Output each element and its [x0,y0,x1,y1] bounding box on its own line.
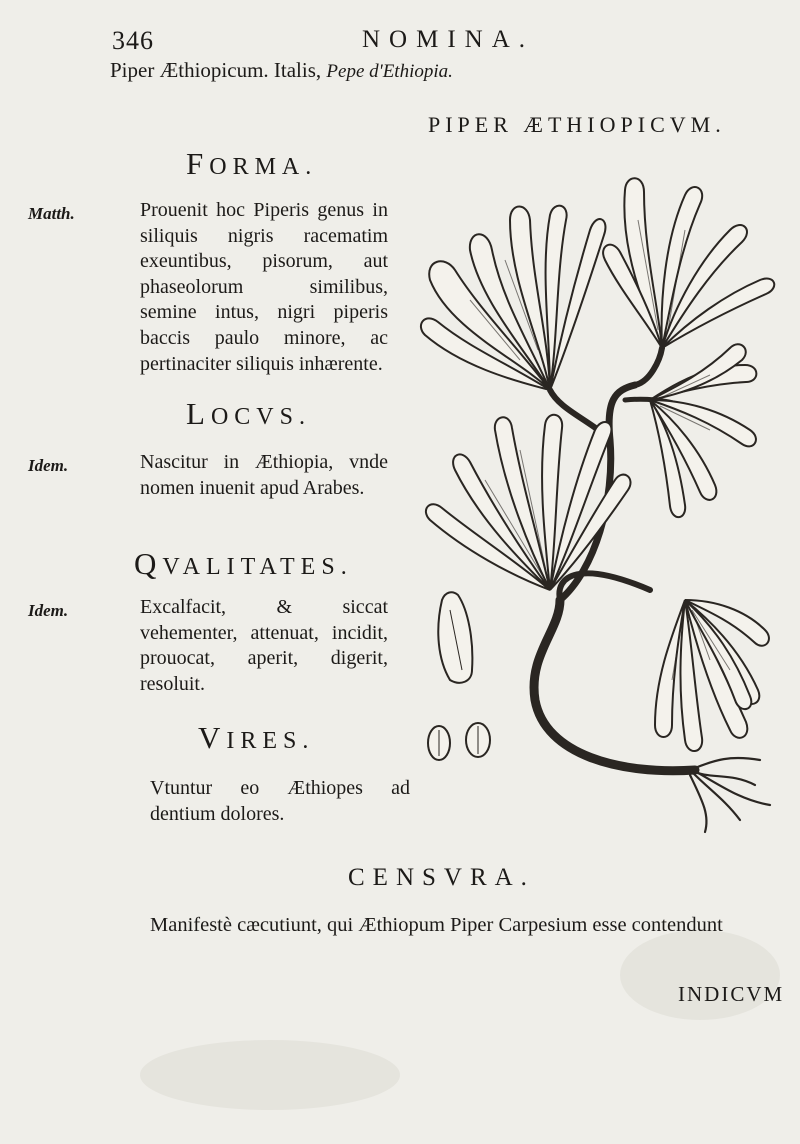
section-text-qualitates: Excalfacit, & siccat vehementer, attenuat, incidit, prouocat, aperit, digerit, resoluit. [140,596,388,695]
section-heading-vires: VIRES. [198,720,315,755]
section-heading-forma: FORMA. [186,146,318,181]
section-text-forma: Prouenit hoc Piperis genus in siliquis nigris racematim exeuntibus, pisorum, aut phaseolorum similibus, semine intus, nigri piperis baccis paulo minore, ac pertinaciter siliquis inhærente. [140,199,388,375]
subtitle-line [110,58,453,83]
section-heading-locus: LOCVS. [186,396,311,431]
margin-note: Idem. [28,601,69,620]
censura-heading: CENSVRA. [348,864,535,891]
margin-note: Matth. [28,204,75,223]
catchword: INDICVM [678,982,785,1006]
subtitle-latin: Piper Æthiopicum. Italis, [110,58,322,82]
running-head: NOMINA. [362,26,535,53]
margin-note: Idem. [28,456,69,475]
paper-stain [140,1040,400,1110]
section-text-vires: Vtuntur eo Æthiopes ad dentium dolores. [150,777,410,825]
section-text-locus: Nascitur in Æthiopia, vnde nomen inuenit apud Arabes. [140,451,388,499]
subtitle-italic: Pepe d'Ethiopia. [326,61,453,82]
censura-text: Manifestè cæcutiunt, qui Æthiopum Piper Carpesium esse contendunt [150,914,723,936]
section-heading-qualitates: QVALITATES. [134,546,353,581]
page-number: 346 [112,26,154,55]
piper-aethiopicum-woodcut [410,160,790,850]
plate-title: PIPER ÆTHIOPICVM. [428,112,726,137]
